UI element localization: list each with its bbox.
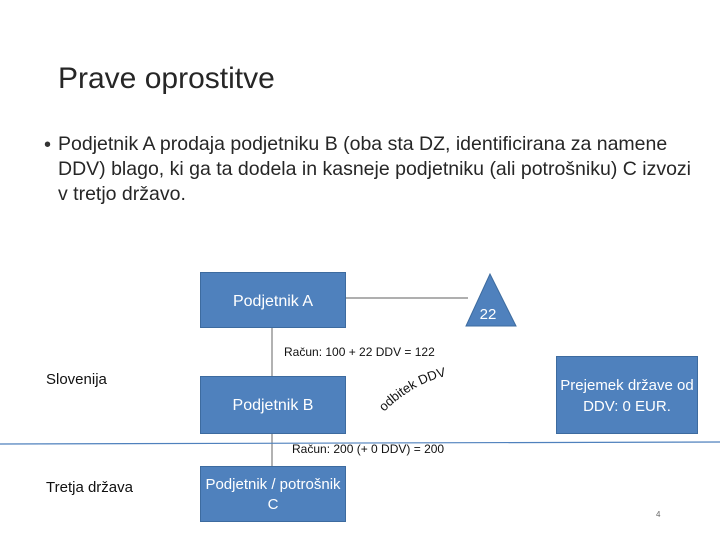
invoice-b-c: Račun: 200 (+ 0 DDV) = 200 bbox=[292, 442, 445, 456]
node-a-label: Podjetnik A bbox=[232, 293, 314, 310]
bullet-marker: • bbox=[44, 134, 52, 156]
node-podjetnik-c bbox=[200, 466, 346, 522]
node-b-label: Podjetnik B bbox=[232, 397, 314, 414]
slide-title: Prave oprostitve bbox=[58, 62, 275, 95]
node-podjetnik-b bbox=[200, 376, 346, 434]
triangle-value: 22 bbox=[479, 306, 497, 323]
state-revenue-box bbox=[556, 356, 698, 434]
page-number: 4 bbox=[656, 510, 661, 519]
node-podjetnik-a bbox=[200, 272, 346, 328]
deduction-label: odbitek DDV bbox=[375, 364, 448, 415]
region-third-country: Tretja država bbox=[46, 479, 133, 496]
state-revenue-label: Prejemek države od DDV: 0 EUR. bbox=[560, 377, 694, 415]
region-slovenia: Slovenija bbox=[46, 371, 107, 388]
bullet-text: Podjetnik A prodaja podjetniku B (oba sta DZ, identificirana za namene DDV) blago, ki ga ta dodela in kasneje podjetniku (ali potrošniku) C izvozi v tretjo državo. bbox=[58, 133, 691, 205]
node-c-label: Podjetnik / potrošnik C bbox=[205, 476, 341, 513]
invoice-a-b: Račun: 100 + 22 DDV = 122 bbox=[284, 345, 435, 359]
